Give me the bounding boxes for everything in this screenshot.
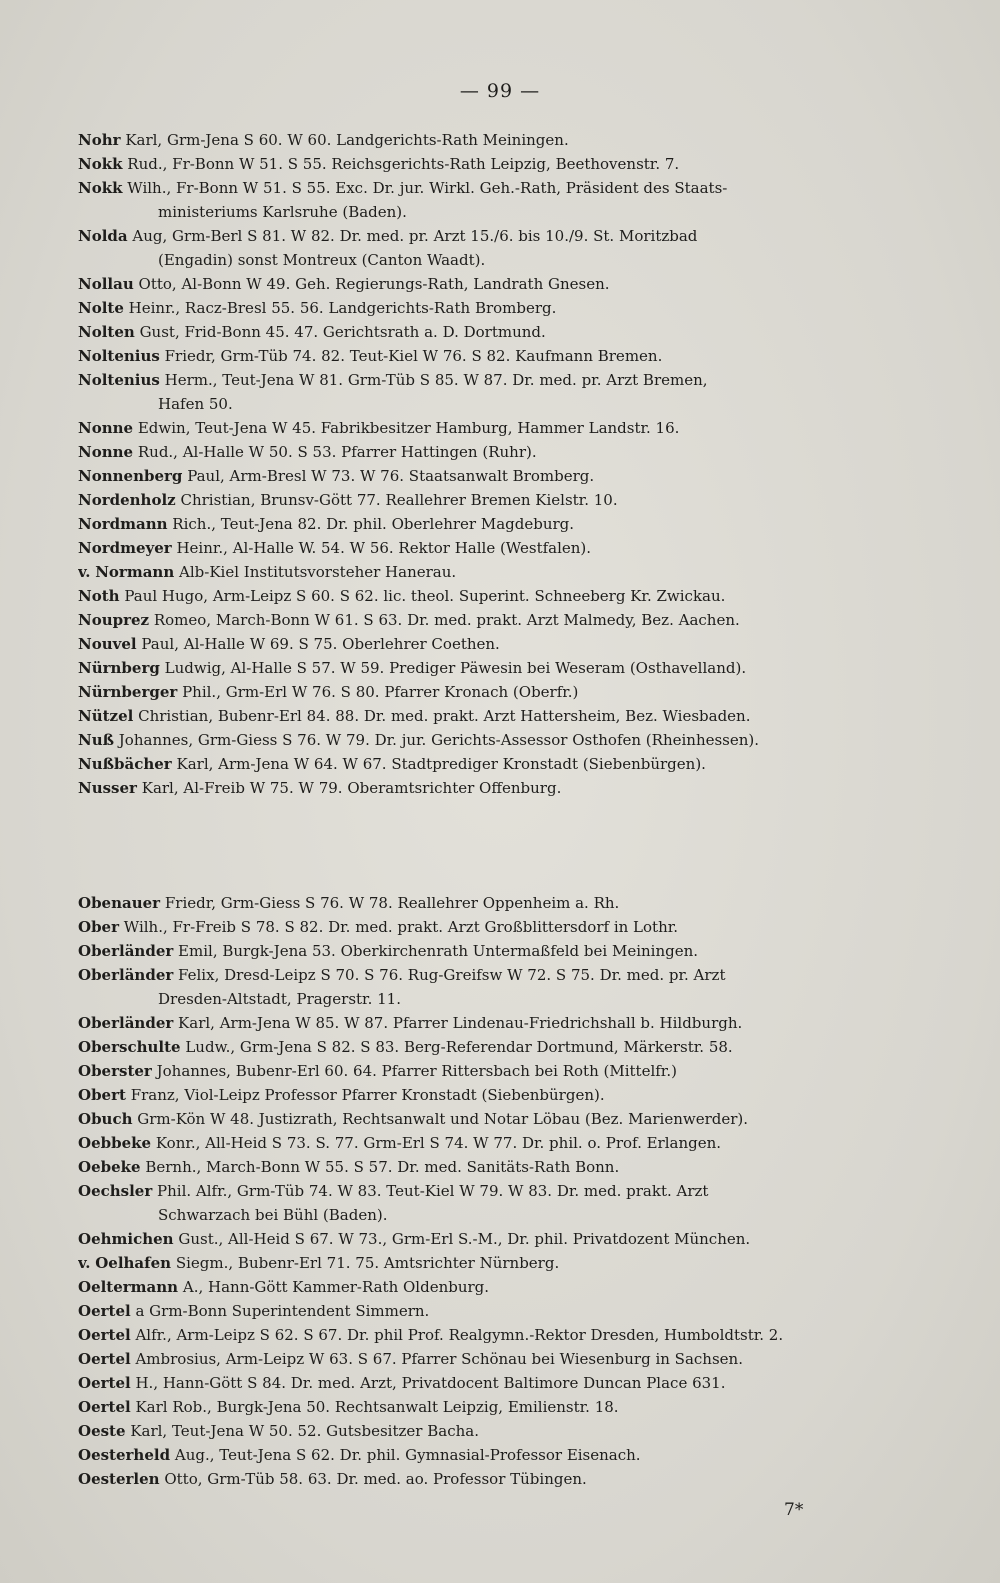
entry-line [78, 939, 908, 963]
entry-details: Aug, Grm-Berl S 81. W 82. Dr. med. pr. Arzt 15./6. bis 10./9. St. Moritzbad [132, 227, 698, 245]
entry-line [78, 152, 908, 176]
entry-surname: Nolda [78, 227, 128, 245]
entry-surname: Oehmichen [78, 1230, 174, 1248]
entry-details: Christian, Bubenr-Erl 84. 88. Dr. med. prakt. Arzt Hattersheim, Bez. Wiesbaden. [138, 707, 751, 725]
entry-details: Karl, Teut-Jena W 50. 52. Gutsbesitzer Bacha. [130, 1422, 479, 1440]
entry-surname: Nonne [78, 443, 134, 461]
entry-line [78, 368, 908, 392]
entry-continuation [78, 1203, 908, 1227]
entry-continuation [78, 248, 908, 272]
entry-surname: Oeltermann [78, 1278, 179, 1296]
entry-surname: Nouprez [78, 611, 150, 629]
entry-surname: Oberschulte [78, 1038, 181, 1056]
entry-surname: Oertel [78, 1398, 131, 1416]
entry-surname: Oebeke [78, 1158, 141, 1176]
entry-surname: Nürnberg [78, 659, 160, 677]
entry-surname: Obenauer [78, 894, 161, 912]
entry-line [78, 584, 908, 608]
entry-details: Otto, Al-Bonn W 49. Geh. Regierungs-Rath, Landrath Gnesen. [138, 275, 610, 293]
entry-line [78, 632, 908, 656]
entry-details: Grm-Kön W 48. Justizrath, Rechtsanwalt und Notar Löbau (Bez. Marienwerder). [137, 1110, 749, 1128]
entry-details: Wilh., Fr-Freib S 78. S 82. Dr. med. prakt. Arzt Großblittersdorf in Lothr. [123, 918, 679, 936]
entry-surname: Oechsler [78, 1182, 153, 1200]
entry-surname: Ober [78, 918, 120, 936]
entry-details: Karl, Arm-Jena W 64. W 67. Stadtprediger Kronstadt (Siebenbürgen). [176, 755, 706, 773]
entry-line [78, 1395, 908, 1419]
entry-line [78, 704, 908, 728]
entry-line [78, 1251, 908, 1275]
entry-surname: Oertel [78, 1350, 131, 1368]
entry-line [78, 1347, 908, 1371]
entry-surname: Nordmann [78, 515, 168, 533]
entry-details: Herm., Teut-Jena W 81. Grm-Tüb S 85. W 87. Dr. med. pr. Arzt Bremen, [164, 371, 708, 389]
entry-surname: Nürnberger [78, 683, 178, 701]
entry-line [78, 1275, 908, 1299]
entry-details: Phil. Alfr., Grm-Tüb 74. W 83. Teut-Kiel W 79. W 83. Dr. med. prakt. Arzt [157, 1182, 709, 1200]
entry-line [78, 608, 908, 632]
entry-surname: Nokk [78, 155, 123, 173]
entry-text: (Engadin) sonst Montreux (Canton Waadt). [158, 251, 486, 269]
entry-details: Konr., All-Heid S 73. S. 77. Grm-Erl S 74. W 77. Dr. phil. o. Prof. Erlangen. [155, 1134, 722, 1152]
entry-surname: Nohr [78, 131, 121, 149]
entry-surname: Nordmeyer [78, 539, 172, 557]
entry-details: Ludwig, Al-Halle S 57. W 59. Prediger Päwesin bei Weseram (Osthavelland). [164, 659, 747, 677]
entry-line [78, 1131, 908, 1155]
entry-line [78, 344, 908, 368]
entry-details: Wilh., Fr-Bonn W 51. S 55. Exc. Dr. jur. Wirkl. Geh.-Rath, Präsident des Staats- [127, 179, 728, 197]
entry-details: Ludw., Grm-Jena S 82. S 83. Berg-Referendar Dortmund, Märkerstr. 58. [185, 1038, 733, 1056]
entry-line [78, 1323, 908, 1347]
entry-details: Bernh., March-Bonn W 55. S 57. Dr. med. Sanitäts-Rath Bonn. [145, 1158, 620, 1176]
entry-line [78, 224, 908, 248]
entry-details: Felix, Dresd-Leipz S 70. S 76. Rug-Greifsw W 72. S 75. Dr. med. pr. Arzt [178, 966, 726, 984]
entry-details: Rud., Al-Halle W 50. S 53. Pfarrer Hattingen (Ruhr). [137, 443, 537, 461]
entry-details: Phil., Grm-Erl W 76. S 80. Pfarrer Kronach (Oberfr.) [182, 683, 579, 701]
entry-details: Karl, Grm-Jena S 60. W 60. Landgerichts-Rath Meiningen. [125, 131, 569, 149]
entry-line [78, 1299, 908, 1323]
entry-line [78, 272, 908, 296]
entry-line [78, 320, 908, 344]
entry-line [78, 1059, 908, 1083]
entry-line [78, 1443, 908, 1467]
entry-details: Rud., Fr-Bonn W 51. S 55. Reichsgerichts-Rath Leipzig, Beethovenstr. 7. [127, 155, 680, 173]
entry-details: Emil, Burgk-Jena 53. Oberkirchenrath Untermaßfeld bei Meiningen. [178, 942, 699, 960]
entry-details: Alb-Kiel Institutsvorsteher Hanerau. [179, 563, 457, 581]
entry-text: Dresden-Altstadt, Pragerstr. 11. [158, 990, 401, 1008]
entry-line [78, 416, 908, 440]
entry-line [78, 440, 908, 464]
entry-surname: Obuch [78, 1110, 133, 1128]
entry-line [78, 891, 908, 915]
entry-line [78, 1011, 908, 1035]
entry-line [78, 512, 908, 536]
entry-line [78, 963, 908, 987]
entry-surname: Nolte [78, 299, 124, 317]
entry-details: Gust, Frid-Bonn 45. 47. Gerichtsrath a. D. Dortmund. [139, 323, 546, 341]
entry-surname: Nollau [78, 275, 134, 293]
entry-surname: Nußbächer [78, 755, 172, 773]
entry-details: Alfr., Arm-Leipz S 62. S 67. Dr. phil Prof. Realgymn.-Rektor Dresden, Humboldtstr. 2. [135, 1326, 784, 1344]
entry-details: a Grm-Bonn Superintendent Simmern. [135, 1302, 430, 1320]
entry-surname: Nonne [78, 419, 134, 437]
entry-text: ministeriums Karlsruhe (Baden). [158, 203, 407, 221]
entry-surname: Normann [95, 563, 175, 581]
entry-details: H., Hann-Gött S 84. Dr. med. Arzt, Privatdocent Baltimore Duncan Place 631. [135, 1374, 726, 1392]
entry-details: Gust., All-Heid S 67. W 73., Grm-Erl S.-M., Dr. phil. Privatdozent München. [178, 1230, 751, 1248]
entry-line [78, 1035, 908, 1059]
entry-surname: Oberländer [78, 1014, 174, 1032]
entry-text: Hafen 50. [158, 395, 233, 413]
entry-details: Aug., Teut-Jena S 62. Dr. phil. Gymnasial-Professor Eisenach. [174, 1446, 641, 1464]
entry-surname: Oesterheld [78, 1446, 171, 1464]
entry-surname: Nützel [78, 707, 134, 725]
entry-details: Heinr., Racz-Bresl 55. 56. Landgerichts-Rath Bromberg. [128, 299, 557, 317]
entry-line [78, 680, 908, 704]
entry-details: Karl Rob., Burgk-Jena 50. Rechtsanwalt Leipzig, Emilienstr. 18. [135, 1398, 619, 1416]
entry-line [78, 296, 908, 320]
entry-surname: Oberländer [78, 942, 174, 960]
entry-prefix: v. [78, 1254, 91, 1272]
entry-line [78, 1419, 908, 1443]
entry-surname: Nonnenberg [78, 467, 183, 485]
entry-surname: Oertel [78, 1326, 131, 1344]
entry-line [78, 915, 908, 939]
entry-line [78, 728, 908, 752]
entry-line [78, 1107, 908, 1131]
entry-details: Paul Hugo, Arm-Leipz S 60. S 62. lic. theol. Superint. Schneeberg Kr. Zwickau. [124, 587, 726, 605]
entry-surname: Oertel [78, 1374, 131, 1392]
entry-line [78, 560, 908, 584]
entry-continuation [78, 200, 908, 224]
entry-continuation [78, 987, 908, 1011]
entry-line [78, 1371, 908, 1395]
entry-details: Heinr., Al-Halle W. 54. W 56. Rektor Halle (Westfalen). [176, 539, 592, 557]
entry-details: Edwin, Teut-Jena W 45. Fabrikbesitzer Hamburg, Hammer Landstr. 16. [137, 419, 680, 437]
entry-line [78, 656, 908, 680]
entries-section-n [78, 128, 908, 800]
entry-details: Christian, Brunsv-Gött 77. Reallehrer Bremen Kielstr. 10. [180, 491, 618, 509]
entry-surname: Oelhafen [95, 1254, 172, 1272]
entry-surname: Oberster [78, 1062, 152, 1080]
entry-line [78, 1083, 908, 1107]
signature-mark: 7* [784, 1500, 804, 1520]
entry-details: Otto, Grm-Tüb 58. 63. Dr. med. ao. Professor Tübingen. [164, 1470, 587, 1488]
entry-details: Friedr, Grm-Giess S 76. W 78. Reallehrer Oppenheim a. Rh. [164, 894, 620, 912]
entry-line [78, 1155, 908, 1179]
entry-line [78, 488, 908, 512]
entry-details: Karl, Arm-Jena W 85. W 87. Pfarrer Lindenau-Friedrichshall b. Hildburgh. [178, 1014, 743, 1032]
entry-details: Siegm., Bubenr-Erl 71. 75. Amtsrichter Nürnberg. [175, 1254, 560, 1272]
entry-prefix: v. [78, 563, 91, 581]
entry-details: Romeo, March-Bonn W 61. S 63. Dr. med. prakt. Arzt Malmedy, Bez. Aachen. [153, 611, 740, 629]
entry-line [78, 536, 908, 560]
entry-line [78, 464, 908, 488]
entry-surname: Oertel [78, 1302, 131, 1320]
entry-surname: Noltenius [78, 371, 160, 389]
page-number: — 99 — [459, 80, 541, 102]
entry-surname: Noth [78, 587, 120, 605]
entry-surname: Oesterlen [78, 1470, 160, 1488]
entry-surname: Oebbeke [78, 1134, 152, 1152]
entry-details: Paul, Al-Halle W 69. S 75. Oberlehrer Coethen. [141, 635, 500, 653]
entry-surname: Obert [78, 1086, 126, 1104]
entry-line [78, 1227, 908, 1251]
entry-surname: Oeste [78, 1422, 126, 1440]
entry-surname: Nouvel [78, 635, 137, 653]
entry-details: Franz, Viol-Leipz Professor Pfarrer Kronstadt (Siebenbürgen). [130, 1086, 605, 1104]
entry-surname: Nolten [78, 323, 135, 341]
entry-line [78, 1467, 908, 1491]
entry-line [78, 176, 908, 200]
entry-surname: Nusser [78, 779, 137, 797]
entry-text: Schwarzach bei Bühl (Baden). [158, 1206, 388, 1224]
entry-surname: Nordenholz [78, 491, 176, 509]
entry-line [78, 752, 908, 776]
entry-line [78, 128, 908, 152]
entry-details: Rich., Teut-Jena 82. Dr. phil. Oberlehrer Magdeburg. [172, 515, 575, 533]
entry-details: Ambrosius, Arm-Leipz W 63. S 67. Pfarrer Schönau bei Wiesenburg in Sachsen. [135, 1350, 743, 1368]
entry-continuation [78, 392, 908, 416]
entry-details: Johannes, Grm-Giess S 76. W 79. Dr. jur. Gerichts-Assessor Osthofen (Rheinhessen). [118, 731, 760, 749]
entry-details: Johannes, Bubenr-Erl 60. 64. Pfarrer Rittersbach bei Roth (Mittelfr.) [156, 1062, 677, 1080]
entry-line [78, 1179, 908, 1203]
entry-details: A., Hann-Gött Kammer-Rath Oldenburg. [182, 1278, 490, 1296]
entry-details: Paul, Arm-Bresl W 73. W 76. Staatsanwalt Bromberg. [187, 467, 595, 485]
entry-surname: Nuß [78, 731, 115, 749]
entry-surname: Oberländer [78, 966, 174, 984]
entry-surname: Noltenius [78, 347, 160, 365]
entry-details: Friedr, Grm-Tüb 74. 82. Teut-Kiel W 76. S 82. Kaufmann Bremen. [164, 347, 663, 365]
entry-line [78, 776, 908, 800]
entries-section-o [78, 891, 908, 1491]
entry-surname: Nokk [78, 179, 123, 197]
entry-details: Karl, Al-Freib W 75. W 79. Oberamtsrichter Offenburg. [141, 779, 562, 797]
